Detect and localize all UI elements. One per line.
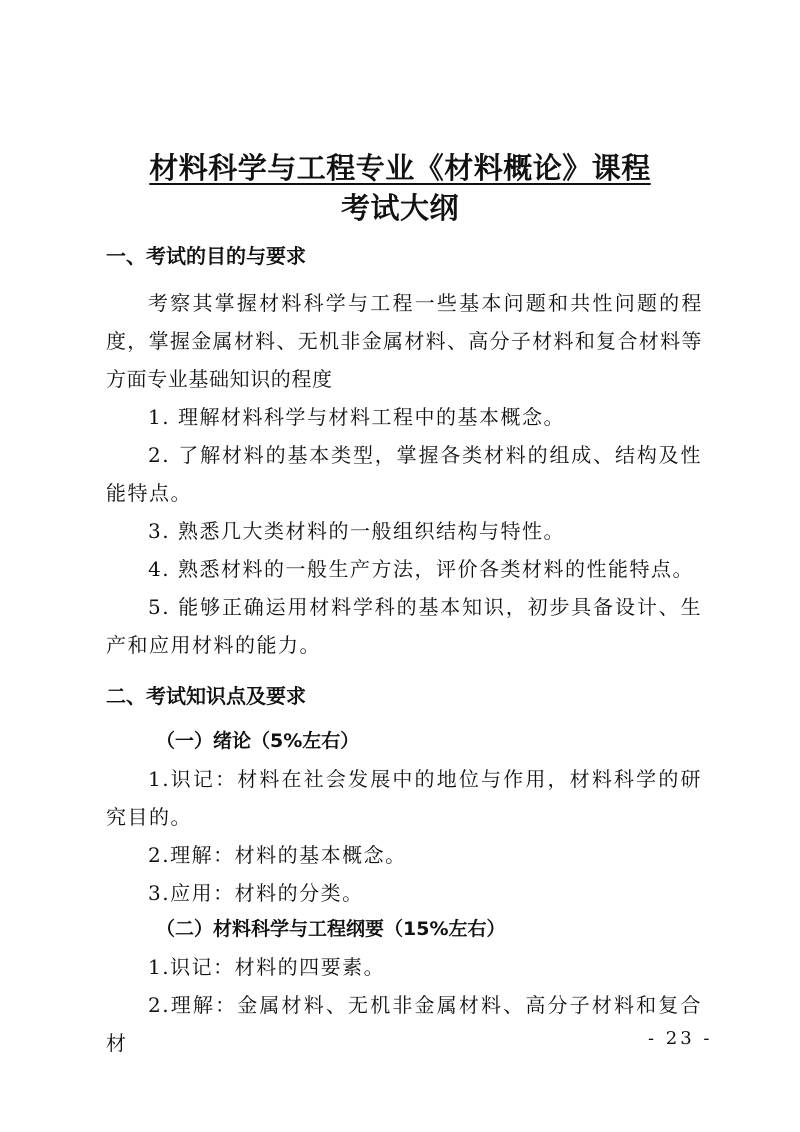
requirement-item-1: 1. 理解材料科学与材料工程中的基本概念。 <box>148 405 565 429</box>
document-title: 材料科学与工程专业《材料概论》课程 <box>149 151 651 185</box>
requirement-item-2: 2. 了解材料的基本类型，掌握各类材料的组成、结构及性能特点。 <box>106 443 702 505</box>
subsection-heading-introduction: （一）绪论（5%左右） <box>156 730 360 752</box>
subsection-heading-outline: （二）材料科学与工程纲要（15%左右） <box>156 918 506 940</box>
outline-item-1: 1.识记：材料的四要素。 <box>148 955 386 979</box>
requirement-item-4: 4. 熟悉材料的一般生产方法，评价各类材料的性能特点。 <box>148 557 694 581</box>
document-subtitle: 考试大纲 <box>340 191 459 225</box>
intro-item-3: 3.应用：材料的分类。 <box>148 881 364 905</box>
outline-item-2: 2.理解：金属材料、无机非金属材料、高分子材料和复合材 <box>106 993 702 1055</box>
section-intro-paragraph: 考察其掌握材料科学与工程一些基本问题和共性问题的程度，掌握金属材料、无机非金属材料、高分子材料和复合材料等方面专业基础知识的程度 <box>106 291 702 391</box>
intro-item-2: 2.理解：材料的基本概念。 <box>148 843 407 867</box>
page-number: - 23 - <box>648 1028 713 1049</box>
requirement-item-3: 3. 熟悉几大类材料的一般组织结构与特性。 <box>148 519 565 543</box>
requirement-item-5: 5. 能够正确运用材料学科的基本知识，初步具备设计、生产和应用材料的能力。 <box>106 595 702 657</box>
section-heading-knowledge-points: 二、考试知识点及要求 <box>106 684 306 708</box>
intro-item-1: 1.识记：材料在社会发展中的地位与作用，材料科学的研究目的。 <box>106 767 702 829</box>
section-heading-purpose: 一、考试的目的与要求 <box>106 244 306 268</box>
